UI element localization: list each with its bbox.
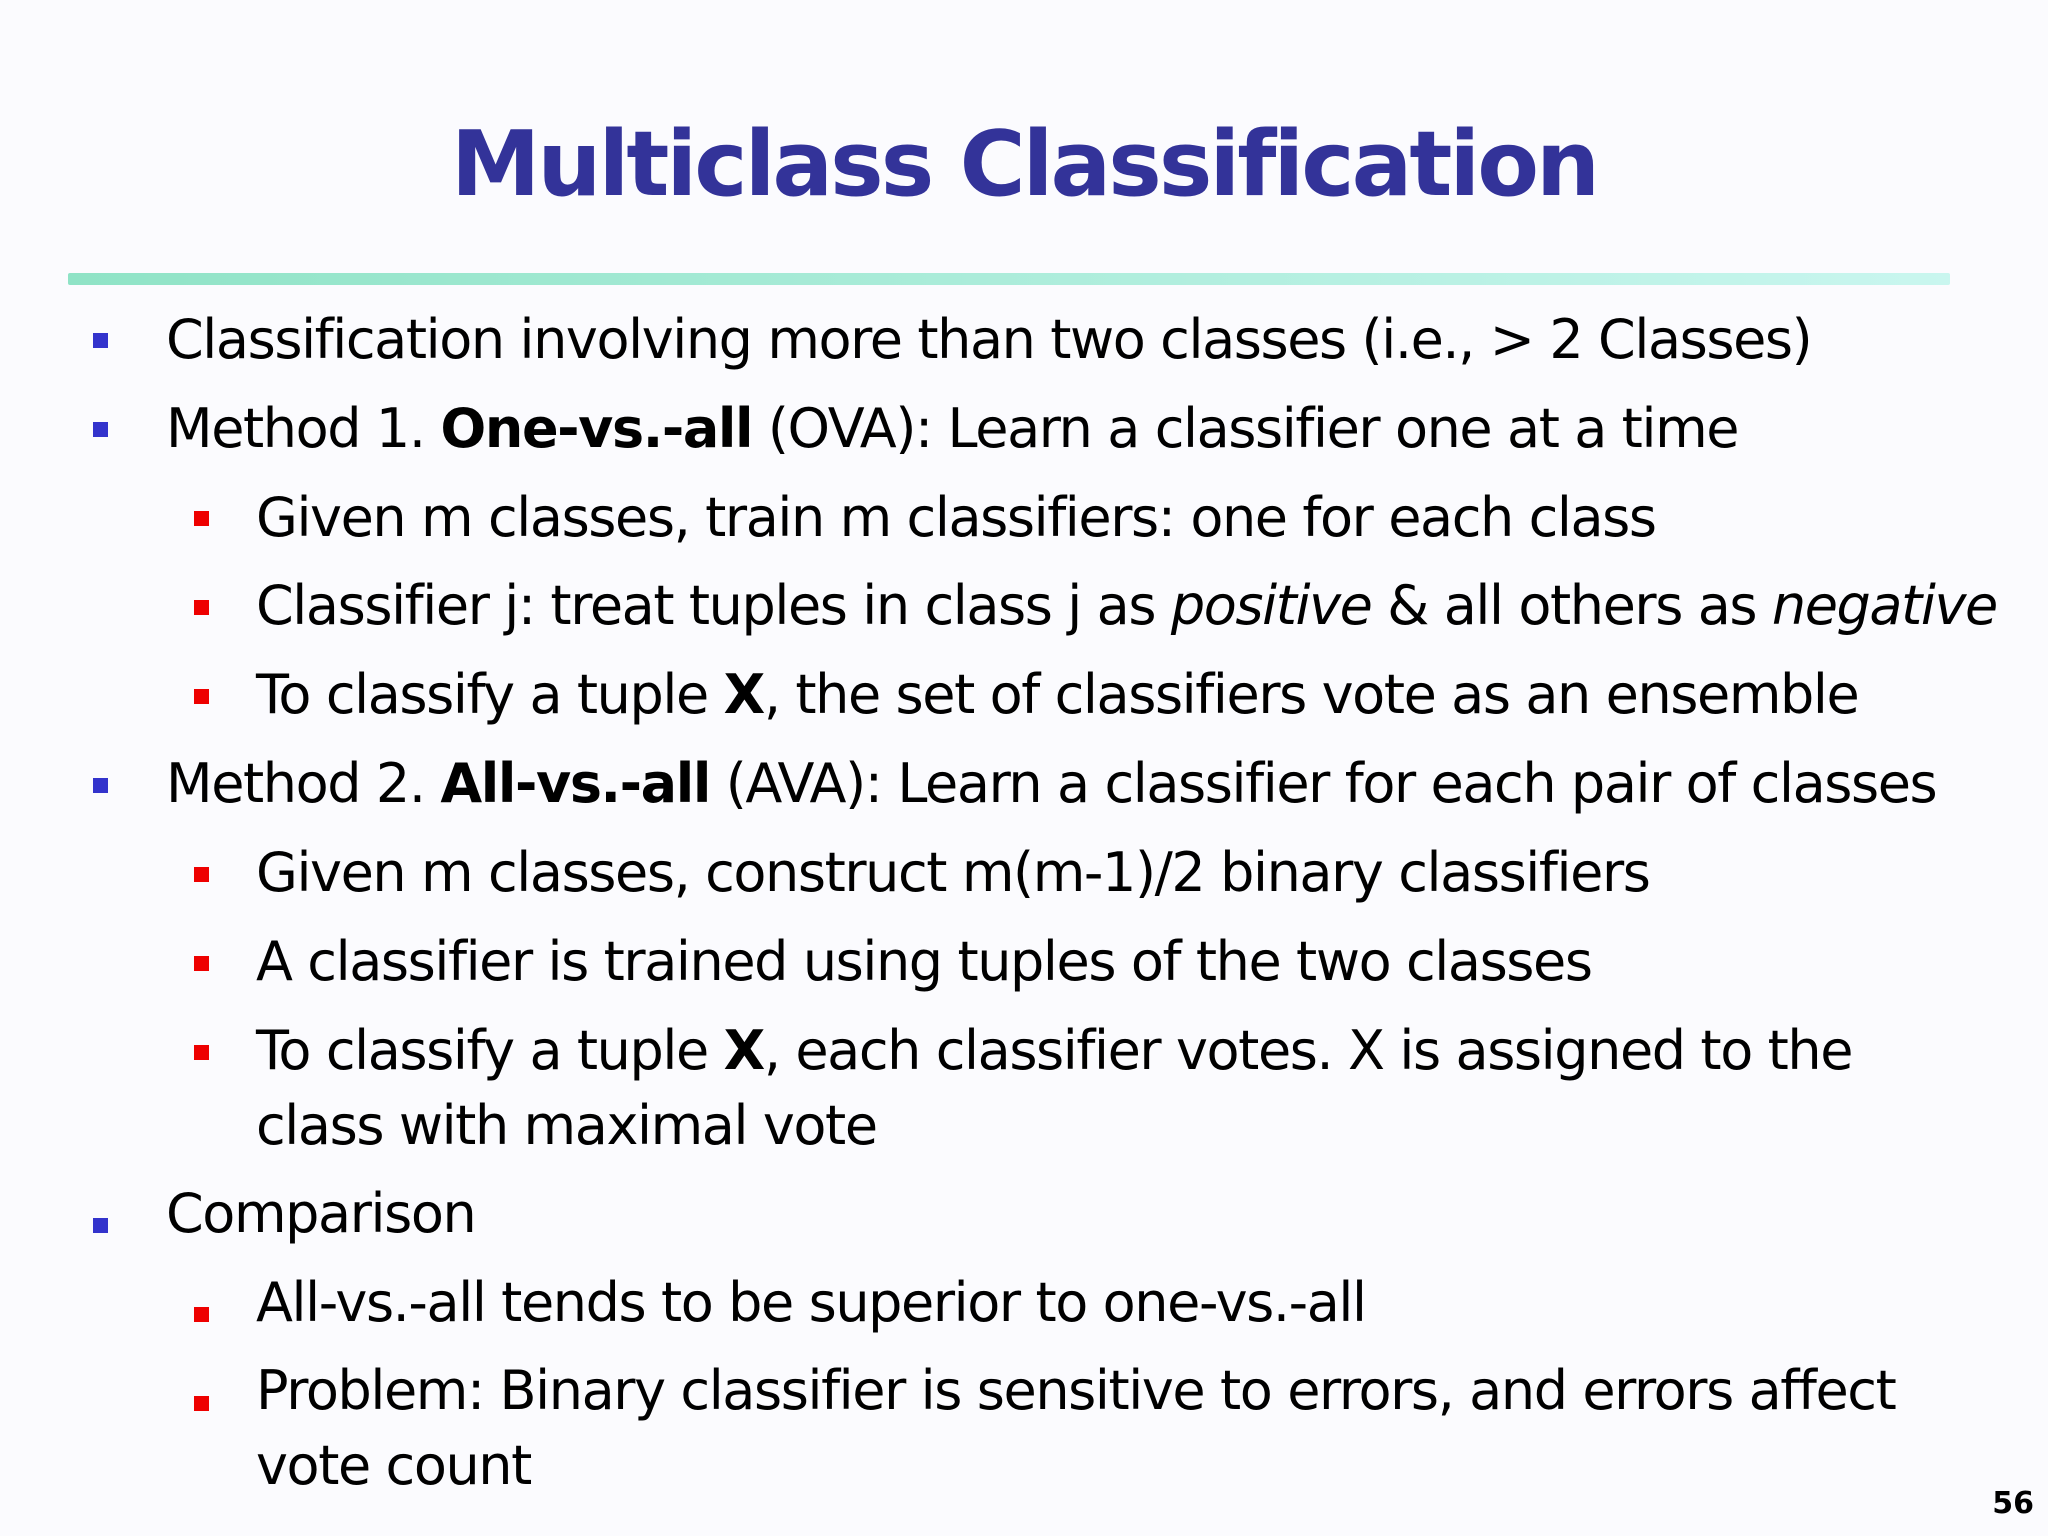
bullet-text-part: & all others as (1371, 574, 1772, 637)
bullet-text-bold: All-vs.-all (440, 752, 710, 815)
sub-bullet-text: Given m classes, construct m(m-1)/2 binary classifiers (256, 841, 1650, 904)
sub-bullet-text: Problem: Binary classifier is sensitive to errors, and errors affect vote count (256, 1359, 1896, 1497)
level1-bullet-icon (93, 1218, 108, 1233)
bullet-text-part: Classifier j: treat tuples in class j as (256, 574, 1171, 637)
slide-title: Multiclass Classification (450, 112, 1598, 217)
level1-bullet-icon (93, 422, 108, 437)
bullet-text-part: Method 1. (166, 397, 441, 460)
level2-bullet-icon (194, 867, 209, 882)
bullet-text (166, 746, 1936, 821)
page-number: 56 (1992, 1486, 2034, 1521)
bullet-text-part: , each classifier votes. X is assigned to the class with maximal vote (256, 1019, 1853, 1157)
bullet-text: Classification involving more than two classes (i.e., > 2 Classes) (166, 308, 1812, 371)
level2-bullet-icon (194, 689, 209, 704)
sub-bullet-text (256, 568, 1997, 643)
sub-bullet-text: A classifier is trained using tuples of the two classes (256, 930, 1592, 993)
level2-bullet-icon (194, 1045, 209, 1060)
bullet-text-part: To classify a tuple (256, 1019, 724, 1082)
level2-bullet-icon (194, 956, 209, 971)
bullet-text-bold: X (723, 1019, 764, 1082)
bullet-text-bold: One-vs.-all (440, 397, 753, 460)
bullet-text-part: (AVA): Learn a classifier for each pair of classes (709, 752, 1937, 815)
sub-bullet-text: All-vs.-all tends to be superior to one-vs.-all (256, 1271, 1366, 1334)
bullet-text-part: Method 2. (166, 752, 441, 815)
sub-bullet-text (256, 1013, 1936, 1163)
level2-bullet-icon (194, 1396, 209, 1411)
bullet-text-part: , the set of classifiers vote as an ensemble (763, 663, 1859, 726)
bullet-text-italic: positive (1170, 574, 1372, 637)
bullet-text-italic: negative (1771, 574, 1997, 637)
sub-bullet-text (256, 657, 1858, 732)
sub-bullet-text: Given m classes, train m classifiers: one for each class (256, 486, 1656, 549)
level2-bullet-icon (194, 511, 209, 526)
bullet-text-bold: X (723, 663, 764, 726)
level2-bullet-icon (194, 600, 209, 615)
level1-bullet-icon (93, 333, 108, 348)
bullet-text (166, 391, 1738, 466)
level1-bullet-icon (93, 778, 108, 793)
bullet-text-part: To classify a tuple (256, 663, 724, 726)
level2-bullet-icon (194, 1307, 209, 1322)
bullet-text: Comparison (166, 1182, 476, 1245)
bullet-text-part: (OVA): Learn a classifier one at a time (752, 397, 1739, 460)
